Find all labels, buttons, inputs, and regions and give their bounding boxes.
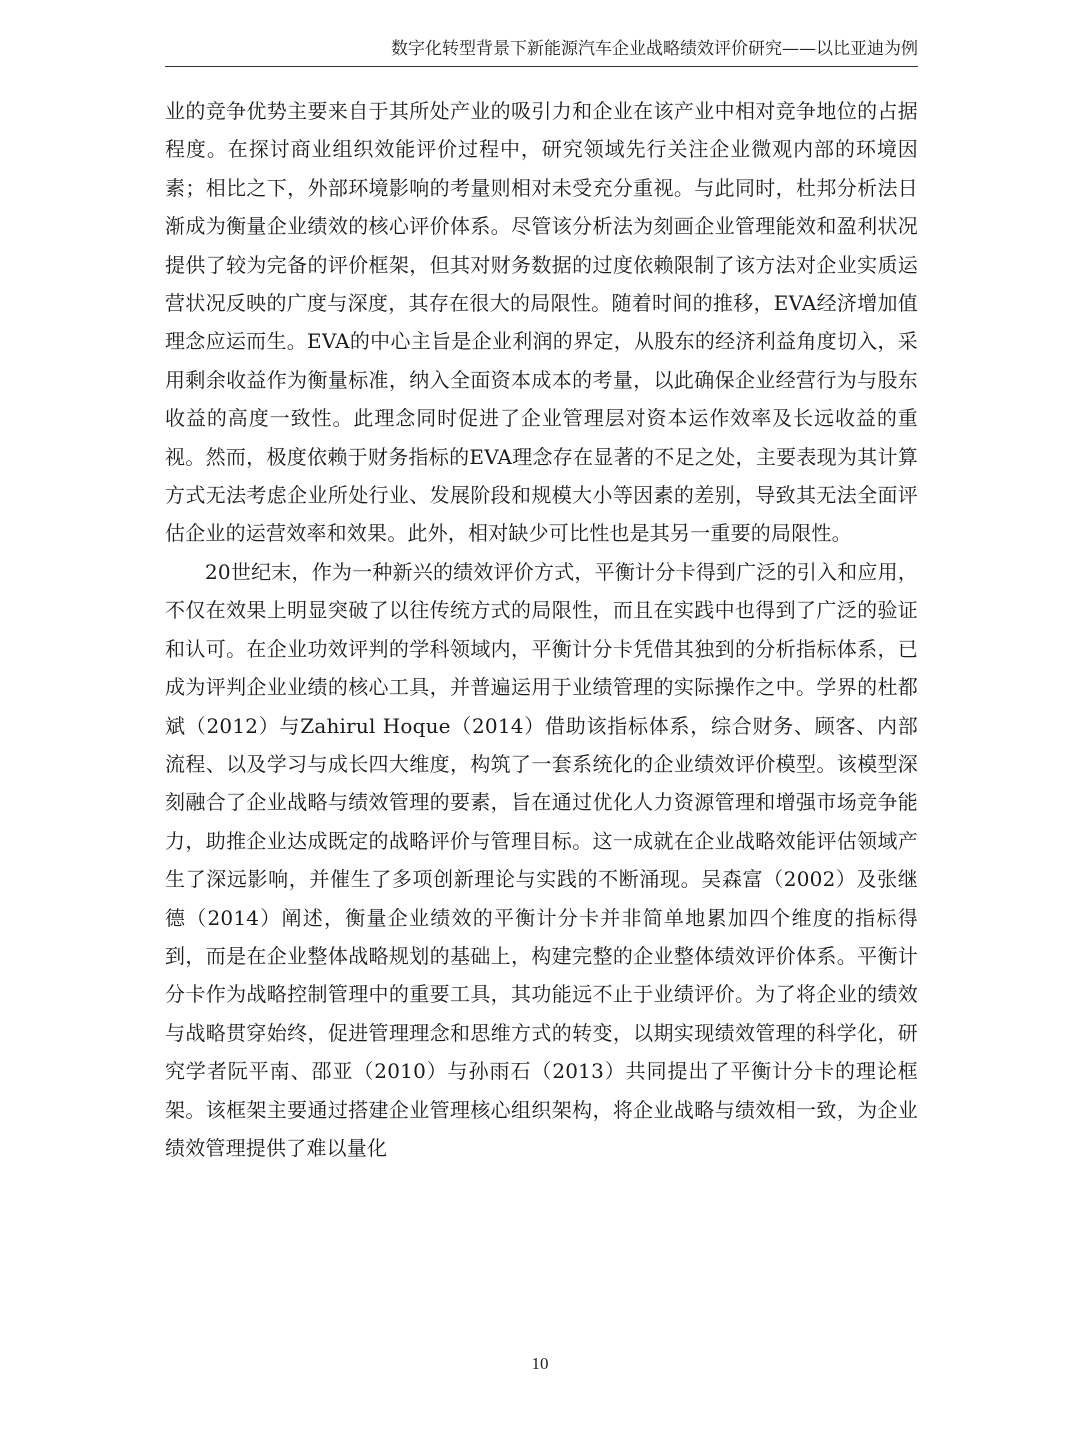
body-paragraph-1: 业的竞争优势主要来自于其所处产业的吸引力和企业在该产业中相对竞争地位的占据程度。在探讨商业组织效能评价过程中，研究领域先行关注企业微观内部的环境因素；相比之下，外部环境影响的考量则相对未受充分重视。与此同时，杜邦分析法日渐成为衡量企业绩效的核心评价体系。尽管该分析法为刻画企业管理能效和盈利状况提供了较为完备的评价框架，但其对财务数据的过度依赖限制了该方法对企业实质运营状况反映的广度与深度，其存在很大的局限性。随着时间的推移，EVA经济增加值理念应运而生。EVA的中心主旨是企业利润的界定，从股东的经济利益角度切入，采用剩余收益作为衡量标准，纳入全面资本成本的考量，以此确保企业经营行为与股东收益的高度一致性。此理念同时促进了企业管理层对资本运作效率及长远收益的重视。然而，极度依赖于财务指标的EVA理念存在显著的不足之处，主要表现为其计算方式无法考虑企业所处行业、发展阶段和规模大小等因素的差别，导致其无法全面评估企业的运营效率和效果。此外，相对缺少可比性也是其另一重要的局限性。 [165,99,918,546]
main-body-text [165,92,918,1167]
page-number: 10 [531,1354,549,1373]
body-paragraph-2: 20世纪末，作为一种新兴的绩效评价方式，平衡计分卡得到广泛的引入和应用，不仅在效果上明显突破了以往传统方式的局限性，而且在实践中也得到了广泛的验证和认可。在企业功效评判的学科领域内，平衡计分卡凭借其独到的分析指标体系，已成为评判企业业绩的核心工具，并普遍运用于业绩管理的实际操作之中。学界的杜都斌（2012）与Zahirul Hoque（2014）借助该指标体系，综合财务、顾客、内部流程、以及学习与成长四大维度，构筑了一套系统化的企业绩效评价模型。该模型深刻融合了企业战略与绩效管理的要素，旨在通过优化人力资源管理和增强市场竞争能力，助推企业达成既定的战略评价与管理目标。这一成就在企业战略效能评估领域产生了深远影响，并催生了多项创新理论与实践的不断涌现。吴森富（2002）及张继德（2014）阐述，衡量企业绩效的平衡计分卡并非简单地累加四个维度的指标得到，而是在企业整体战略规划的基础上，构建完整的企业整体绩效评价体系。平衡计分卡作为战略控制管理中的重要工具，其功能远不止于业绩评价。为了将企业的绩效与战略贯穿始终，促进管理理念和思维方式的转变，以期实现绩效管理的科学化，研究学者阮平南、邵亚（2010）与孙雨石（2013）共同提出了平衡计分卡的理论框架。该框架主要通过搭建企业管理核心组织架构，将企业战略与绩效相一致，为企业绩效管理提供了难以量化 [165,559,918,1160]
running-header-title: 数字化转型背景下新能源汽车企业战略绩效评价研究——以比亚迪为例 [391,39,918,59]
header-divider [165,66,918,67]
